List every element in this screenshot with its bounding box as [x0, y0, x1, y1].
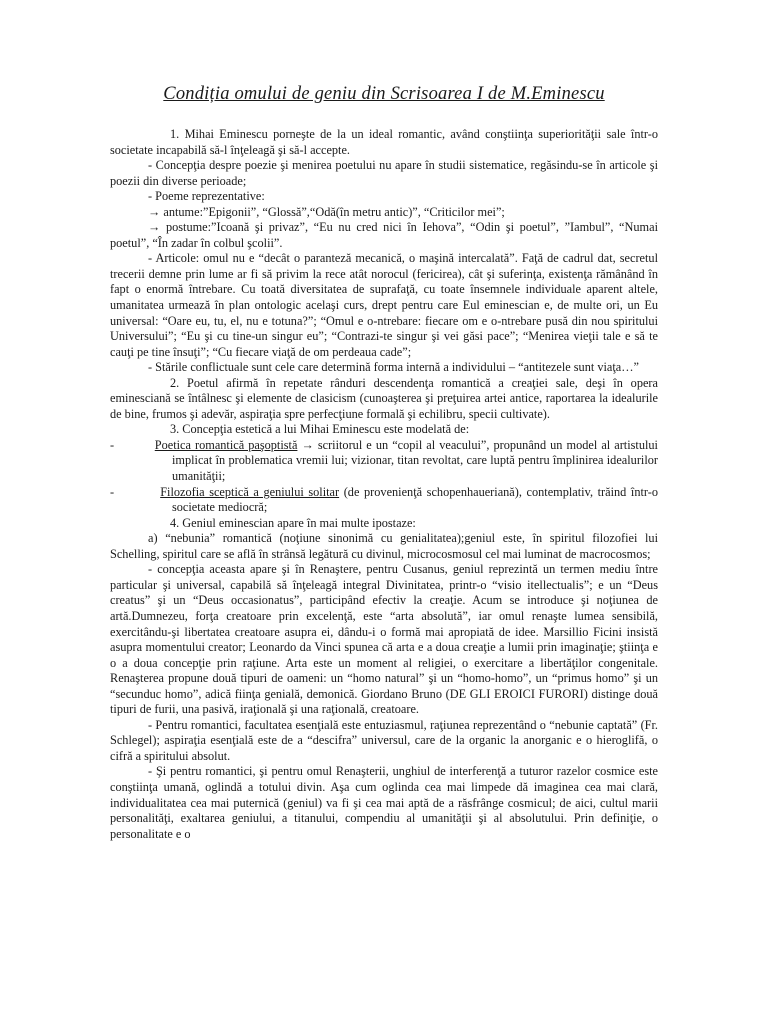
page-title: Condiția omului de geniu din Scrisoarea I de M.Eminescu	[163, 84, 605, 104]
paragraph: - Concepţia despre poezie şi menirea poetului nu apare în studii sistematice, regăsindu-se în articole şi poezii din diverse perioade;	[110, 158, 658, 188]
paragraph-text: (de provenienţă schopenhaueriană), contemplativ, trăind într-o societate mediocră;	[172, 484, 658, 515]
paragraph	[110, 485, 658, 516]
underlined-heading: Filozofia sceptică a geniului solitar	[160, 484, 340, 499]
paragraph: → postume:”Icoană şi privaz”, “Eu nu cred nici în Iehova”, “Odin şi poetul”, ”Iambul”, “Numai poetul”, “În zadar în colbul şcolii”.	[110, 220, 658, 250]
document-body	[110, 127, 658, 842]
paragraph: 3. Concepţia estetică a lui Mihai Eminescu este modelată de:	[170, 422, 470, 437]
paragraph: → antume:”Epigonii”, “Glossă”,“Odă(în metru antic)”, “Criticilor mei”;	[148, 204, 505, 219]
list-dash: -	[110, 484, 161, 499]
paragraph: - Articole: omul nu e “decât o paranteză mecanică, o maşină intercalată”. Faţă de cadrul dat, secretul trecerii demne prin lume ar fi să privim la rece atât norocul (fericirea), cât şi suferinţa, existenţa rămânând în fapt o enormă întrebare. Cu toată diversitatea de suprafaţă, cu toate însemnele individuale aparent altele, umanitatea urmează în plan ontologic acelaşi curs, drept pentru care Eul eminescian e, de multe ori, un Eu universal: “Oare eu, tu, el, nu e totuna?”; “Omul e o-ntrebare: fiecare om e o-ntrebare pusă din nou spiritului Universului”; “Eu şi cu tine-un singur eu”; “Contrazi-te singur şi vei găsi pace”; “Menirea vieţii tale e să te cauţi pe tine însuţi”; “Cu fiecare viaţă de om perdeaua cade”;	[110, 251, 658, 359]
paragraph: - Pentru romantici, facultatea esenţială este entuziasmul, raţiunea reprezentând o “nebunie captată” (Fr. Schlegel); aspiraţia esenţială este de a “descifra” universul, care de la organic la anorganic e o hieroglifă, o cifră a spiritului absolut.	[110, 717, 658, 763]
paragraph: 4. Geniul eminescian apare în mai multe ipostaze:	[170, 515, 416, 530]
list-dash: -	[110, 437, 155, 452]
paragraph: a) “nebunia” romantică (noţiune sinonimă cu genialitatea);geniul este, în spiritul filozofiei lui Schelling, spiritul care se află în strânsă legătură cu divinul, microcosmosul cel mai luminat de macrocosmos;	[110, 531, 658, 561]
paragraph: 1. Mihai Eminescu porneşte de la un ideal romantic, având conştiinţa superiorităţii sale într-o societate incapabilă să-l înţeleagă şi să-l accepte.	[110, 127, 658, 157]
underlined-heading: Poetica romantică paşoptistă	[154, 437, 298, 452]
paragraph: - Poeme reprezentative:	[148, 189, 265, 204]
paragraph-text: → scriitorul e un “copil al veacului”, propunând un model al artistului implicat în problematica vremii lui; vizionar, titan revoltat, care luptă pentru împlinirea idealurilor umanităţii;	[172, 437, 658, 484]
paragraph: - concepţia aceasta apare şi în Renaştere, pentru Cusanus, geniul reprezintă un termen mediu între particular şi universal, capabilă să înţeleagă integral Divinitatea, printr-o “visio itellectualis”; e un “Deus creatus” şi un “Deus occasionatus”, participând efectiv la creaţie. Acum se introduce şi noţiunea de artă.Dumnezeu, forţa creatoare prin excelenţă, este “arta absolută”, iar omul renaşte lumea sensibilă, exercitându-şi libertatea creatoare asupra ei, dându-i o formă mai apropiată de idee. Marsillio Ficini insistă asupra momentului creator; Leonardo da Vinci spunea că arta e a doua creaţie a lumii prin imaginaţie; ştiinţa e o a doua concepţie prin raţiune. Arta este un moment al religiei, o exercitare a libertăţilor congenitale. Renaşterea propune două tipuri de oameni: un “homo natural” şi un “homo-homo”, un “primus homo” şi un “secunduc homo”, adică fiinţa genială, demonică. Giordano Bruno (DE GLI EROICI FURORI) distinge două tipuri de furii, una pasivă, iraţională şi una raţională, creatoare.	[110, 562, 658, 717]
paragraph: - Şi pentru romantici, şi pentru omul Renaşterii, unghiul de interferenţă a tuturor razelor cosmice este conştiinţa umană, oglindă a totului divin. Aşa cum oglinda cea mai limpede dă imaginea cea mai clară, individualitatea cea mai puternică (geniul) va fi şi cea mai aptă de a răsfrânge cosmicul; de aici, cultul marii personalităţi, exaltarea geniului, a titanului, compendiu al umanităţii şi al absolutului. Prin definiţie, o personalitate e o	[110, 764, 658, 841]
paragraph	[110, 438, 658, 485]
paragraph: - Stările conflictuale sunt cele care determină forma internă a individului – “antitezele sunt viaţa…”	[148, 360, 639, 375]
paragraph: 2. Poetul afirmă în repetate rânduri descendenţa romantică a creaţiei sale, deşi în opera eminesciană se întâlnesc şi elemente de clasicism (cunoaşterea şi preţuirea artei antice, raportarea la idealurile de bine, frumos şi adevăr, aspiraţia spre perfecţiune formală şi echilibru, specii cultivate).	[110, 375, 658, 421]
